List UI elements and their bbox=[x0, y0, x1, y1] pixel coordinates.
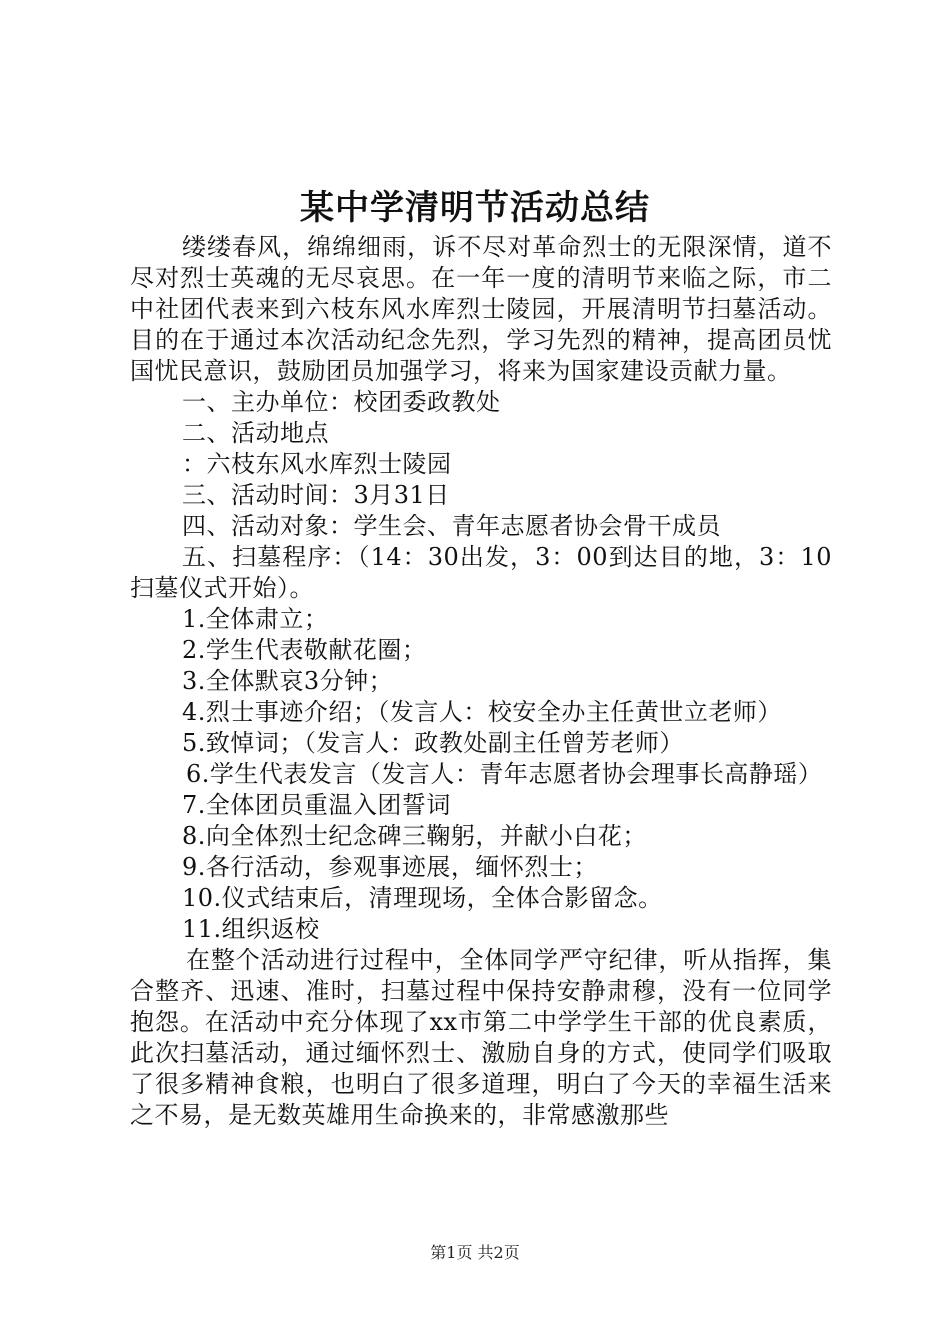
participants-line: 四、活动对象：学生会、青年志愿者协会骨干成员 bbox=[182, 512, 721, 540]
document-title: 某中学清明节活动总结 bbox=[300, 188, 650, 228]
procedure-item: 6.学生代表发言（发言人：青年志愿者协会理事长高静瑶） bbox=[186, 760, 823, 788]
intro-paragraph: 缕缕春风，绵绵细雨，诉不尽对革命烈士的无限深情，道不尽对烈士英魂的无尽哀思。在一年一度的清明节来临之际，市二中社团代表来到六枝东风水库烈士陵园，开展清明节扫墓活动。目的在于通过本次活动纪念先烈，学习先烈的精神，提高团员忧国忧民意识，鼓励团员加强学习，将来为国家建设贡献力量。 bbox=[130, 233, 832, 385]
document-body bbox=[130, 232, 832, 1131]
location-line: ：六枝东风水库烈士陵园 bbox=[182, 450, 452, 478]
procedure-item: 7.全体团员重温入团誓词 bbox=[182, 791, 451, 819]
procedure-item: 11.组织返校 bbox=[182, 915, 320, 943]
organizer-line: 一、主办单位：校团委政教处 bbox=[182, 388, 501, 416]
time-line: 三、活动时间：3月31日 bbox=[182, 481, 450, 509]
procedure-item: 9.各行活动，参观事迹展，缅怀烈士； bbox=[182, 853, 598, 881]
procedure-item: 2.学生代表敬献花圈； bbox=[182, 636, 427, 664]
procedure-item: 10.仪式结束后，清理现场，全体合影留念。 bbox=[182, 884, 663, 912]
page-footer: 第1页 共2页 bbox=[430, 1243, 520, 1262]
procedure-item: 1.全体肃立； bbox=[182, 605, 329, 633]
procedure-item: 3.全体默哀3分钟； bbox=[182, 667, 394, 695]
procedure-heading: 五、扫墓程序：（14：30出发，3：00到达目的地，3：10扫墓仪式开始）。 bbox=[130, 543, 832, 602]
procedure-item: 5.致悼词；（发言人：政教处副主任曾芳老师） bbox=[182, 729, 684, 757]
summary-paragraph: 在整个活动进行过程中，全体同学严守纪律，听从指挥，集合整齐、迅速、准时，扫墓过程中保持安静肃穆，没有一位同学抱怨。在活动中充分体现了xx市第二中学学生干部的优良素质，此次扫墓活动，通过缅怀烈士、激励自身的方式，使同学们吸取了很多精神食粮，也明白了很多道理，明白了今天的幸福生活来之不易，是无数英雄用生命换来的，非常感激那些 bbox=[130, 946, 832, 1129]
procedure-item: 8.向全体烈士纪念碑三鞠躬，并献小白花； bbox=[182, 822, 647, 850]
location-heading: 二、活动地点 bbox=[182, 419, 329, 447]
procedure-item: 4.烈士事迹介绍；（发言人：校安全办主任黄世立老师） bbox=[182, 698, 782, 726]
